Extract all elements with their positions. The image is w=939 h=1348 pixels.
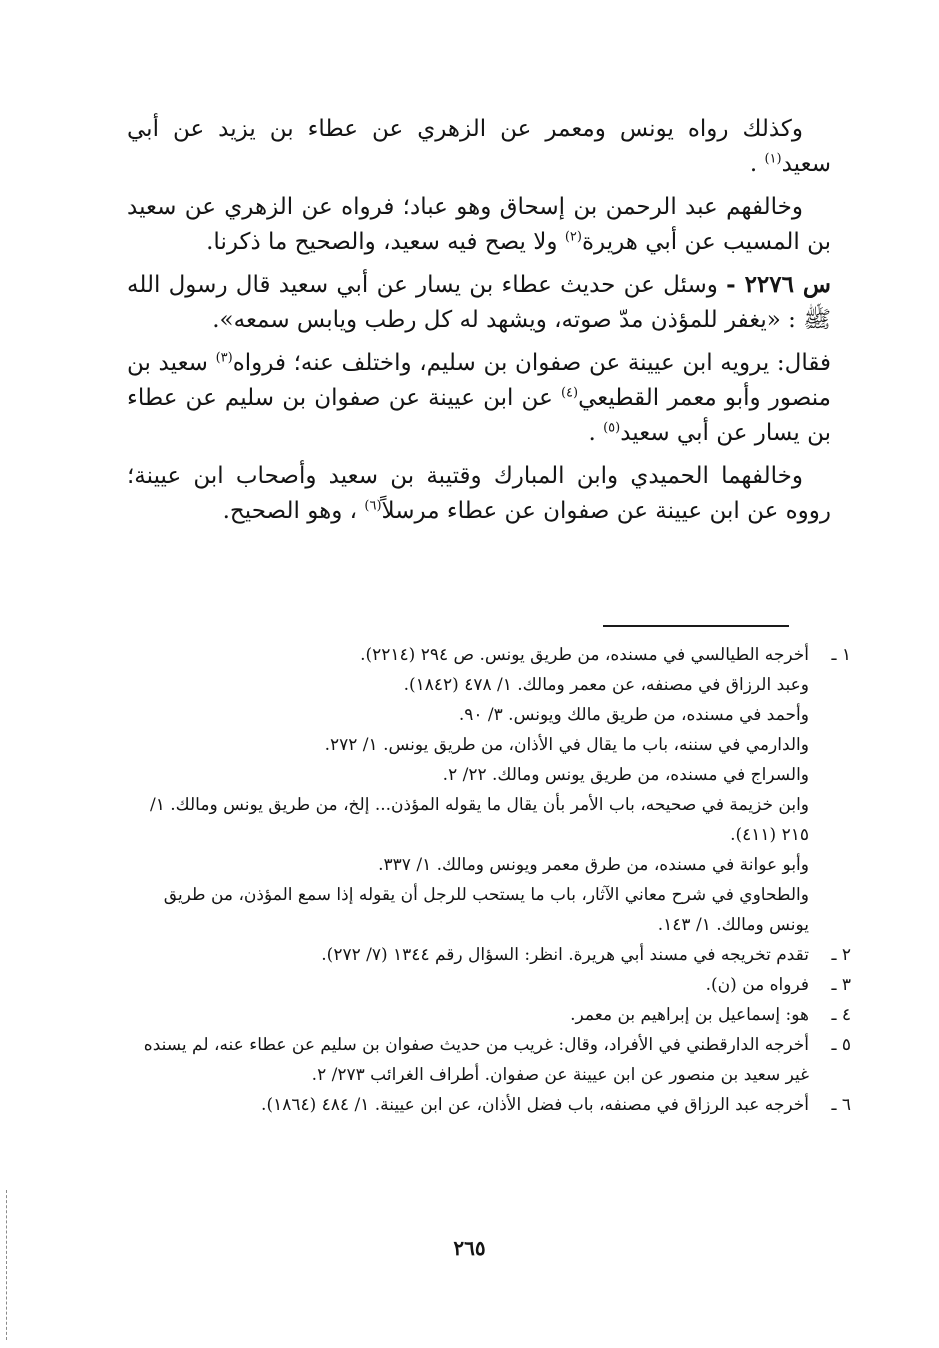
footnote-4-number: ٤ ـ: [831, 1005, 851, 1025]
footnote-1-line: والدارمي في سننه، باب ما يقال في الأذان، من طريق يونس. ١/ ٢٧٢.: [324, 735, 809, 755]
footnote-6: [139, 1090, 851, 1120]
answer-part-b: سعيد بن منصور وأبو معمر القطيعي: [127, 349, 831, 411]
footnote-5-text: أخرجه الدارقطني في الأفراد، وقال: غريب من حديث صفوان بن سليم عن عطاء عنه، لم يسنده غير سعيد بن منصور عن ابن عيينة عن صفوان. أطراف الغرائب ٢٧٣/ ٢.: [143, 1035, 809, 1085]
paragraph-5-a: وخالفهما الحميدي وابن المبارك وقتيبة بن سعيد وأصحاب ابن عيينة؛ رووه عن ابن عيينة عن صفوان عن عطاء مرسلاً: [127, 462, 831, 524]
paragraph-2-after: ولا يصح فيه سعيد، والصحيح ما ذكرنا.: [206, 228, 565, 255]
footnote-3: [139, 970, 851, 1000]
footnote-1: [139, 640, 851, 940]
footnote-6-text: أخرجه عبد الرزاق في مصنفه، باب فضل الأذان، عن ابن عيينة. ١/ ٤٨٤ (١٨٦٤).: [261, 1095, 809, 1115]
footnotes: [139, 640, 851, 1120]
answer-paragraph: [127, 346, 831, 451]
footnote-ref-6[interactable]: (٦): [364, 497, 382, 513]
footnote-ref-3[interactable]: (٣): [215, 350, 233, 366]
paragraph-5: [127, 459, 831, 529]
footnote-4-text: هو: إسماعيل بن إبراهيم بن معمر.: [570, 1005, 809, 1025]
footnote-1-line: وعبد الرزاق في مصنفه، عن معمر ومالك. ١/ ٤٧٨ (١٨٤٢).: [403, 675, 809, 695]
paragraph-1-tail: .: [749, 150, 765, 177]
footnote-5: [139, 1030, 851, 1090]
paragraph-1: [127, 112, 831, 182]
footnote-1-body: [139, 640, 809, 940]
footnote-1-line: والطحاوي في شرح معاني الآثار، باب ما يستحب للرجل أن يقوله إذا سمع المؤذن، من طريق يونس ومالك. ١/ ١٤٣.: [163, 885, 809, 935]
footnote-ref-2[interactable]: (٢): [564, 229, 582, 245]
footnote-5-number: ٥ ـ: [831, 1035, 851, 1055]
answer-part-d: .: [588, 419, 604, 446]
answer-part-c: عن ابن عيينة عن صفوان بن سليم عن عطاء بن يسار عن أبي سعيد: [127, 384, 831, 446]
footnote-ref-1[interactable]: (١): [764, 151, 782, 167]
footnote-4: [139, 1000, 851, 1030]
scan-edge-mark: [6, 1190, 8, 1340]
footnote-1-line: والسراج في مسنده، من طريق يونس ومالك. ٢٢/ ٢.: [442, 765, 809, 785]
footnote-2-number: ٢ ـ: [831, 945, 851, 965]
footnote-ref-4[interactable]: (٤): [560, 385, 579, 401]
answer-part-a: فقال: يرويه ابن عيينة عن صفوان بن سليم، واختلف عنه؛ فرواه: [232, 349, 831, 376]
footnote-3-text: فرواه من (ن).: [705, 975, 809, 995]
footnote-1-line: وأبو عوانة في مسنده، من طرق معمر ويونس ومالك. ١/ ٣٣٧.: [378, 855, 809, 875]
footnote-1-line: وابن خزيمة في صحيحه، باب الأمر بأن يقال ما يقوله المؤذن... إلخ، من طريق يونس ومالك. ١/ ٢١٥ (٤١١).: [149, 795, 809, 845]
paragraph-2-before: وخالفهم عبد الرحمن بن إسحاق وهو عباد؛ فرواه عن الزهري عن سعيد بن المسيب عن أبي هريرة: [127, 193, 831, 255]
question-number: س ٢٢٧٦ -: [726, 270, 831, 298]
footnote-separator: [603, 625, 789, 627]
footnote-2: [139, 940, 851, 970]
page-number: ٢٦٥: [453, 1236, 486, 1260]
footnote-6-number: ٦ ـ: [831, 1095, 851, 1115]
footnote-1-line: وأحمد في مسنده، من طريق مالك ويونس. ٣/ ٩٠.: [458, 705, 809, 725]
footnote-1-number: ١ ـ: [831, 645, 851, 665]
paragraph-2: [127, 190, 831, 260]
footnote-1-line: أخرجه الطيالسي في مسنده، من طريق يونس. ص ٢٩٤ (٢٢١٤).: [360, 645, 809, 665]
footnote-ref-5[interactable]: (٥): [603, 419, 621, 435]
paragraph-5-b: ، وهو الصحيح.: [222, 497, 365, 524]
paragraph-1-text: وكذلك رواه يونس ومعمر عن الزهري عن عطاء بن يزيد عن أبي سعيد: [127, 116, 831, 177]
question-text: وسئل عن حديث عطاء بن يسار عن أبي سعيد قال رسول الله ﷺ : «يغفر للمؤذن مدّ صوته، ويشهد له كل رطب ويابس سمعه».: [127, 271, 831, 333]
footnote-2-text: تقدم تخريجه في مسند أبي هريرة. انظر: السؤال رقم ١٣٤٤ (٧/ ٢٧٢).: [321, 945, 809, 965]
main-text: [127, 112, 831, 536]
footnote-3-number: ٣ ـ: [831, 975, 851, 995]
question-2276: [127, 268, 831, 338]
